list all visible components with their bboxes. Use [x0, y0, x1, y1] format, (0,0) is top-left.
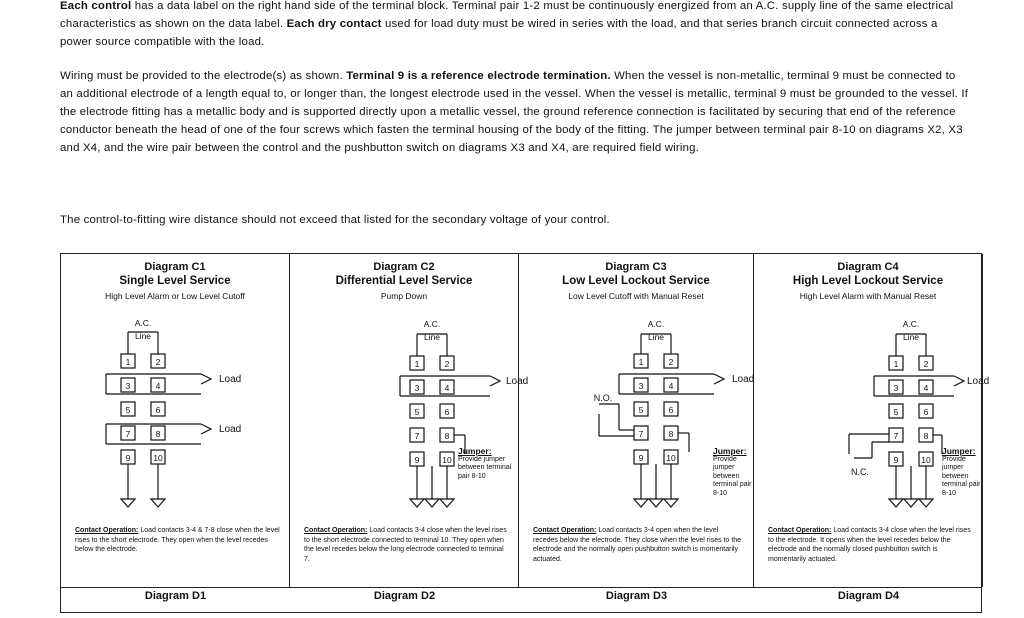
jumper-note — [713, 447, 753, 498]
note-body: Load contacts 3-4 & 7-8 close when the level rises to the short electrode. They open when the level recedes below the electrode. — [75, 527, 280, 553]
jumper-note — [942, 447, 982, 498]
contact-operation-note — [75, 526, 281, 555]
terminal-label: 10 — [442, 455, 452, 465]
diagram-c2 — [290, 254, 529, 587]
terminal-label: 1 — [638, 357, 644, 367]
terminal-label: 6 — [923, 407, 929, 417]
terminal-label: 10 — [153, 453, 163, 463]
terminal-label: 5 — [414, 407, 420, 417]
jumper-body: Provide jumper between terminal pair 8-10 — [458, 455, 512, 480]
jumper-heading: Jumper: — [458, 446, 492, 456]
diagram-caption: High Level Alarm with Manual Reset — [799, 291, 937, 301]
terminal-label: 2 — [923, 359, 929, 369]
contact-operation-note — [533, 526, 745, 564]
bold-lead: Each control — [60, 0, 132, 12]
intro-paragraph-3: The control-to-fitting wire distance should not exceed that listed for the secondary voltage of your control. — [60, 214, 610, 226]
terminal-label: 3 — [414, 383, 420, 393]
intro-paragraph-2 — [60, 67, 970, 157]
line-label: Line — [423, 332, 441, 342]
intro-paragraph-1 — [60, 0, 970, 51]
diagram-title: Diagram D3 — [605, 590, 668, 602]
terminal-label: 10 — [921, 455, 931, 465]
switch-label: N.C. — [851, 467, 869, 477]
text: When the vessel is non-metallic, terminal 9 must be connected to an additional electrode of a length equal to, or longer than, the longest electrode used in the vessel. When the vessel is metallic, terminal 9 must be grounded to the vessel. If the electrode fitting has a metallic body and is supported directly upon a metallic vessel, the ground reference connection is facilitated by securing that end of the reference conductor beneath the head of one of the four screws which fasten the terminal housing of the body of the fitting. The jumper between terminal pair 8-10 on diagrams X2, X3 and X4, and the wire pair between the control and the pushbutton switch on diagrams X3 and X4, are required field wiring. — [60, 70, 969, 154]
terminal-label: 6 — [444, 407, 450, 417]
terminal-label: 7 — [638, 429, 644, 439]
terminal-label: 2 — [444, 359, 450, 369]
note-heading: Contact Operation: — [533, 527, 597, 534]
text: has a data label on the right hand side of the terminal block. Terminal pair 1-2 must be continuously energized from an A.C. supply line of the same electrical characteristics as shown on the data label. — [60, 0, 954, 30]
text: used for load duty must be wired in series with the load, and that series branch circuit connected across a power source compatible with the load. — [60, 18, 938, 48]
text: Wiring must be provided to the electrode(s) as shown. — [60, 70, 347, 82]
terminal-label: 9 — [893, 455, 899, 465]
wiring-schematic — [290, 254, 529, 524]
load-label: Load — [219, 424, 242, 435]
diagram-title: Diagram C2 — [373, 261, 435, 273]
diagram-title: Diagram C1 — [144, 261, 206, 273]
terminal-label: 9 — [638, 453, 644, 463]
terminal-label: 1 — [414, 359, 420, 369]
jumper-body: Provide jumper between terminal pair 8-10 — [942, 455, 981, 497]
ac-label: A.C. — [647, 319, 665, 329]
diagram-row-2 — [61, 587, 981, 618]
terminal-label: 2 — [155, 357, 161, 367]
terminal-label: 5 — [893, 407, 899, 417]
note-heading: Contact Operation: — [75, 527, 139, 534]
switch-label: N.O. — [593, 393, 613, 403]
terminal-label: 9 — [414, 455, 420, 465]
load-label: Load — [219, 374, 242, 385]
diagram-title: Diagram C3 — [605, 261, 667, 273]
terminal-label: 4 — [668, 381, 674, 391]
terminal-label: 1 — [125, 357, 131, 367]
ac-label: A.C. — [902, 319, 920, 329]
diagram-caption: Pump Down — [380, 291, 428, 301]
jumper-heading: Jumper: — [713, 446, 747, 456]
bold-phrase: Terminal 9 is a reference electrode termination. — [346, 70, 611, 82]
contact-operation-note — [304, 526, 510, 564]
jumper-heading: Jumper: — [942, 446, 976, 456]
diagram-c4 — [754, 254, 990, 587]
diagram-c1 — [61, 254, 290, 587]
terminal-label: 3 — [893, 383, 899, 393]
line-label: Line — [134, 331, 152, 341]
terminal-label: 8 — [155, 429, 161, 439]
bold-phrase: Each dry contact — [286, 18, 382, 30]
load-label: Load — [506, 376, 529, 387]
contact-operation-note — [768, 526, 974, 564]
diagram-title: Diagram C4 — [837, 261, 899, 273]
terminal-label: 10 — [666, 453, 676, 463]
ac-label: A.C. — [423, 319, 441, 329]
terminal-label: 8 — [923, 431, 929, 441]
diagram-subtitle: Single Level Service — [119, 275, 231, 287]
jumper-body: Provide jumper between terminal pair 8-10 — [713, 455, 752, 497]
terminal-label: 9 — [125, 453, 131, 463]
terminal-label: 8 — [668, 429, 674, 439]
terminal-label: 2 — [668, 357, 674, 367]
line-label: Line — [647, 332, 665, 342]
load-label: Load — [967, 376, 990, 387]
terminal-label: 4 — [923, 383, 929, 393]
terminal-label: 5 — [125, 405, 131, 415]
terminal-label: 4 — [444, 383, 450, 393]
note-body: Load contacts 3-4 open when the level recedes below the electrode. They close when the level rises to the electrode and the normally open pushbutton switch is momentarily actuated. — [533, 527, 742, 563]
terminal-label: 7 — [893, 431, 899, 441]
note-heading: Contact Operation: — [768, 527, 832, 534]
terminal-label: 1 — [893, 359, 899, 369]
note-body: Load contacts 3-4 close when the level rises to the electrode. It opens when the level recedes below the electrode and the normally closed pushbutton switch is momentarily actuated. — [768, 527, 971, 563]
load-label: Load — [732, 374, 755, 385]
diagram-caption: High Level Alarm or Low Level Cutoff — [105, 291, 245, 301]
terminal-label: 5 — [638, 405, 644, 415]
terminal-label: 3 — [125, 381, 131, 391]
diagram-subtitle: Low Level Lockout Service — [562, 275, 710, 287]
terminal-label: 6 — [155, 405, 161, 415]
wiring-diagram-grid — [60, 253, 990, 613]
jumper-note — [458, 447, 514, 481]
terminal-label: 7 — [125, 429, 131, 439]
diagram-subtitle: High Level Lockout Service — [792, 275, 944, 287]
diagram-title: Diagram D2 — [373, 590, 436, 602]
terminal-label: 4 — [155, 381, 161, 391]
diagram-title: Diagram D1 — [144, 590, 207, 602]
terminal-label: 3 — [638, 381, 644, 391]
note-body: Load contacts 3-4 close when the level rises to the short electrode connected to terminal 10. They open when the level recedes below the long electrode connected to terminal 7. — [304, 527, 507, 563]
terminal-label: 8 — [444, 431, 450, 441]
diagram-subtitle: Differential Level Service — [335, 275, 473, 287]
ac-label: A.C. — [134, 318, 152, 328]
diagram-c3 — [519, 254, 754, 587]
diagram-title: Diagram D4 — [837, 590, 900, 602]
line-label: Line — [902, 332, 920, 342]
note-heading: Contact Operation: — [304, 527, 368, 534]
terminal-label: 7 — [414, 431, 420, 441]
wiring-schematic — [61, 254, 290, 524]
diagram-caption: Low Level Cutoff with Manual Reset — [568, 291, 704, 301]
terminal-label: 6 — [668, 405, 674, 415]
